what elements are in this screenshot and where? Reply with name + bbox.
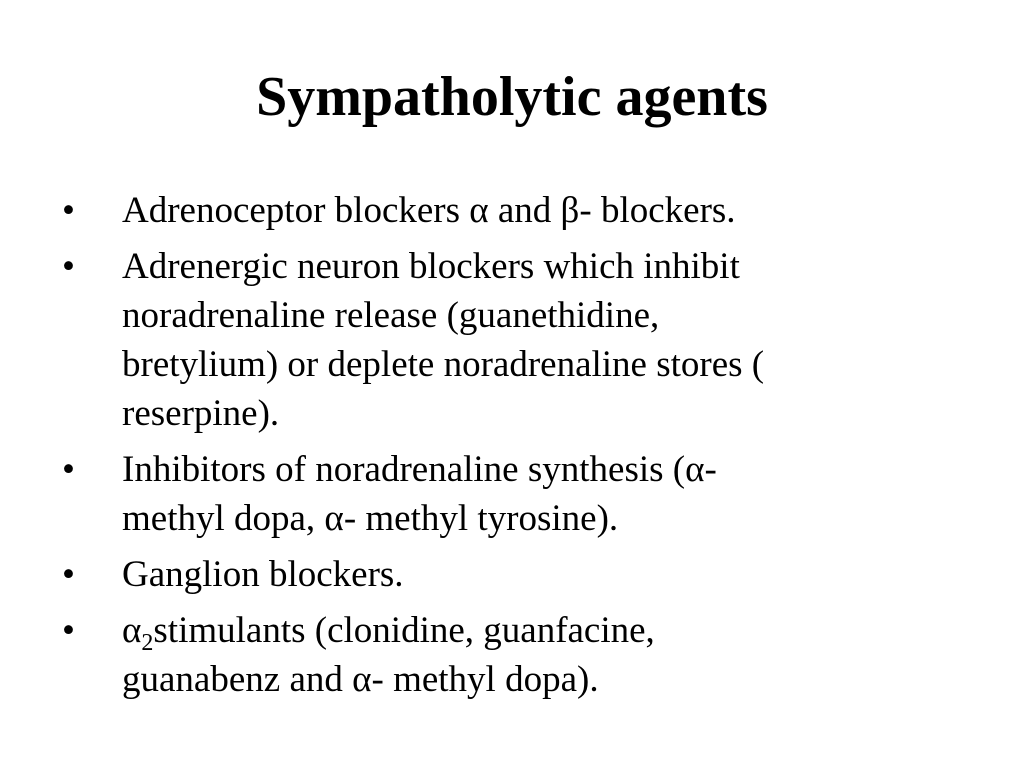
bullet-list [62,186,962,711]
bullet-icon: • [62,190,75,231]
list-item [62,550,962,599]
bullet-text-line: reserpine). [122,393,280,434]
bullet-icon: • [62,610,75,651]
bullet-text-line: Adrenergic neuron blockers which inhibit [122,246,740,287]
list-item [62,186,962,235]
bullet-text-line: Inhibitors of noradrenaline synthesis (α- [122,449,717,490]
list-item [62,606,962,704]
bullet-text-line: Adrenoceptor blockers α and β- blockers. [122,190,736,231]
bullet-text-line: bretylium) or deplete noradrenaline stores ( [122,344,765,385]
bullet-icon: • [62,449,75,490]
bullet-text-line: methyl dopa, α- methyl tyrosine). [122,498,619,539]
list-item [62,242,962,438]
bullet-text-line: guanabenz and α- methyl dopa). [122,659,599,700]
slide-title: Sympatholytic agents [256,66,768,128]
bullet-text-line [122,606,962,655]
bullet-icon: • [62,246,75,287]
bullet-text-line: noradrenaline release (guanethidine, [122,295,660,336]
bullet-text-fragment: stimulants (clonidine, guanfacine, [153,610,655,651]
subscript-two: 2 [141,630,154,656]
alpha-symbol: α [122,610,142,651]
list-item [62,445,962,543]
bullet-icon: • [62,554,75,595]
bullet-text-line: Ganglion blockers. [122,554,404,595]
